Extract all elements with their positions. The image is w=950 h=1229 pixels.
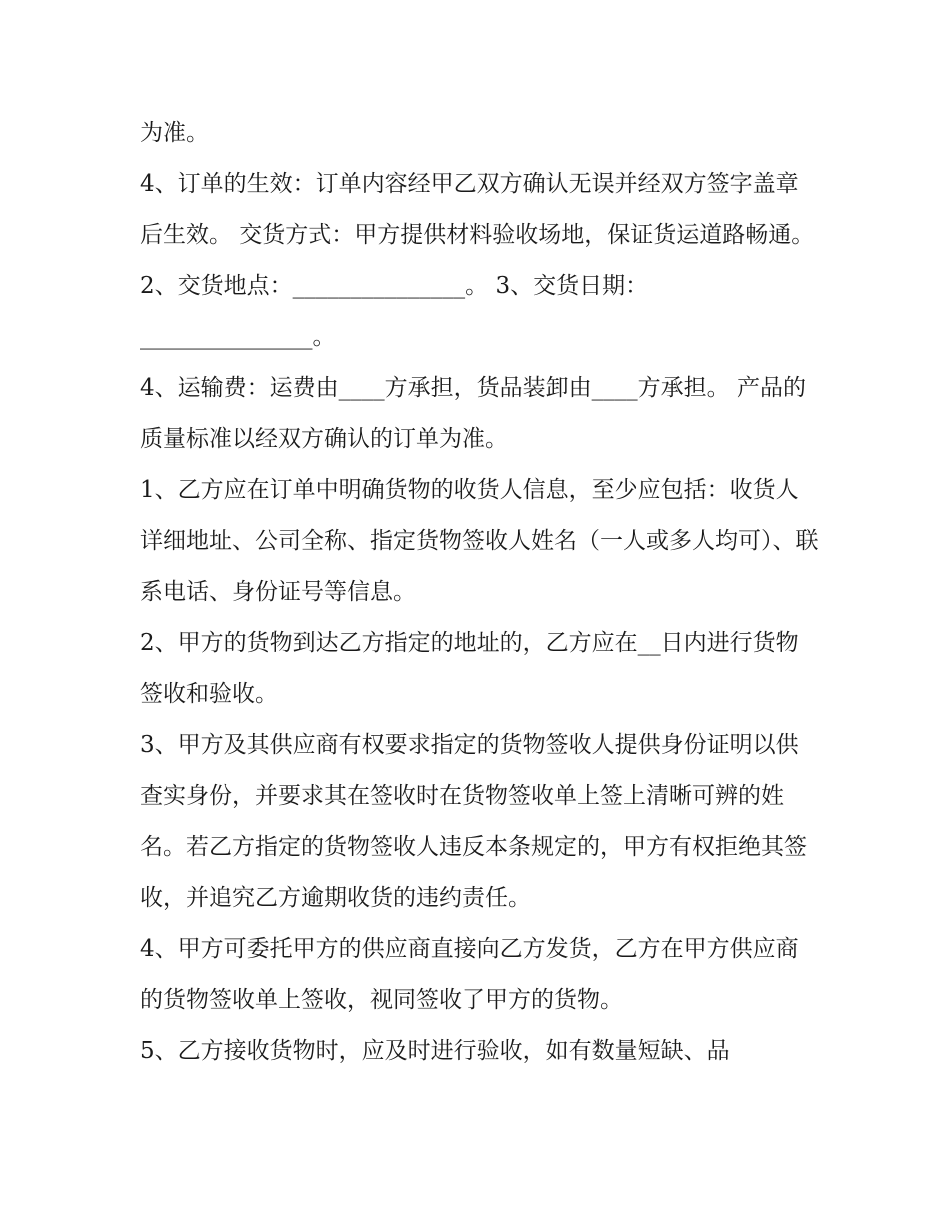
paragraph-order-effective: 4、订单的生效：订单内容经甲乙双方确认无误并经双方签字盖章后生效。 交货方式：甲方提供材料验收场地，保证货运道路畅通。 <box>140 171 815 248</box>
paragraph-identity-verification: 3、甲方及其供应商有权要求指定的货物签收人提供身份证明以供查实身份，并要求其在签收时在货物签收单上签上清晰可辨的姓名。若乙方指定的货物签收人违反本条规定的，甲方有权拒绝其签收，并追究乙方逾期收货的违约责任。 <box>140 732 807 911</box>
paragraph-consignee-info: 1、乙方应在订单中明确货物的收货人信息，至少应包括：收货人详细地址、公司全称、指定货物签收人姓名（一人或多人均可）、联系电话、身份证号等信息。 <box>140 477 819 605</box>
paragraph-goods-inspection: 5、乙方接收货物时，应及时进行验收，如有数量短缺、品 <box>140 1038 730 1064</box>
paragraph-supplier-delivery: 4、甲方可委托甲方的供应商直接向乙方发货，乙方在甲方供应商的货物签收单上签收，视同签收了甲方的货物。 <box>140 936 799 1013</box>
paragraph-continuation: 为准。 <box>140 120 209 146</box>
paragraph-delivery-place-date: 2、交货地点：_______________。 3、交货日期：_______________。 <box>140 273 649 350</box>
paragraph-shipping-fee: 4、运输费：运费由____方承担，货品装卸由____方承担。 产品的质量标准以经双方确认的订单为准。 <box>140 375 806 452</box>
paragraph-receipt-inspection: 2、甲方的货物到达乙方指定的地址的，乙方应在__日内进行货物签收和验收。 <box>140 630 799 707</box>
document-body <box>140 108 820 1077</box>
